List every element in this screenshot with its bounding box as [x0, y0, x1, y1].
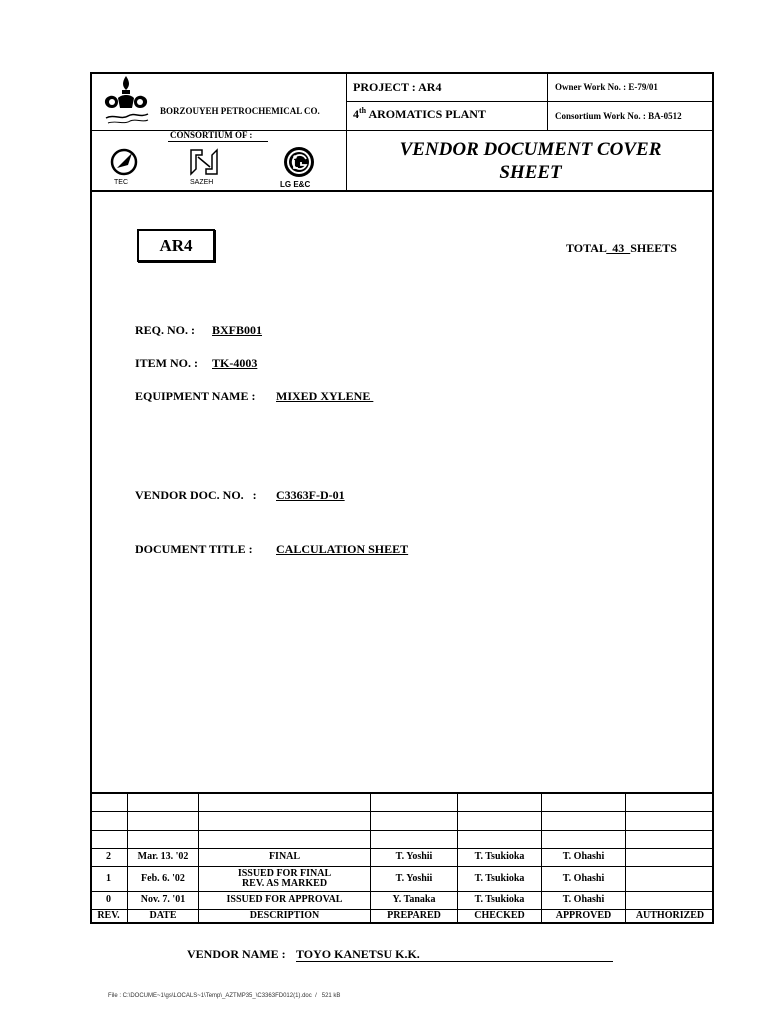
title-line-1: VENDOR DOCUMENT COVER: [399, 139, 662, 160]
item-no-label: ITEM NO. :: [135, 356, 198, 370]
file-path: File : C:\DOCUME~1\gs\LOCALS~1\Temp\_AZTMP35_\C3363FD012(1).doc / 521 kB: [108, 993, 341, 999]
plant-name: 4th AROMATICS PLANT: [353, 106, 486, 121]
header-bottom-divider: [90, 190, 714, 192]
vendor-name-value: TOYO KANETSU K.K.: [296, 947, 613, 962]
req-no-label: REQ. NO. :: [135, 323, 195, 337]
document-code-box: AR4: [137, 229, 215, 262]
equipment-name-label: EQUIPMENT NAME :: [135, 389, 256, 403]
company-name: BORZOUYEH PETROCHEMICAL CO.: [160, 106, 320, 116]
equipment-name-value: MIXED XYLENE: [276, 389, 374, 403]
header-row-divider: [346, 101, 714, 102]
lg-logo-icon: [282, 145, 316, 179]
vendor-doc-no-label: VENDOR DOC. NO. :: [135, 488, 257, 502]
owner-work-number: Owner Work No. : E-79/01: [555, 82, 658, 92]
page-title: [347, 138, 714, 184]
sazeh-logo-icon: [188, 147, 220, 177]
tec-logo-label: TEC: [114, 179, 128, 186]
project-label: PROJECT : AR4: [353, 80, 442, 94]
lg-logo-label: LG E&C: [280, 180, 311, 189]
vendor-name-label: VENDOR NAME :: [187, 947, 286, 961]
consortium-label: CONSORTIUM OF :: [170, 130, 253, 140]
total-sheets: TOTAL 43 SHEETS: [566, 241, 677, 255]
tec-logo-icon: [108, 147, 140, 177]
consortium-underline: [168, 141, 268, 142]
req-no-value: BXFB001: [212, 323, 263, 337]
vendor-doc-no-value: C3363F-D-01: [276, 488, 345, 502]
total-sheets-value: 43: [606, 241, 631, 255]
document-title-value: CALCULATION SHEET: [276, 542, 409, 556]
item-no-value: TK-4003: [212, 356, 258, 370]
document-title-label: DOCUMENT TITLE :: [135, 542, 253, 556]
title-line-2: SHEET: [499, 162, 562, 183]
company-logo-icon: [98, 74, 154, 128]
sazeh-logo-label: SAZEH: [190, 179, 214, 186]
consortium-work-number: Consortium Work No. : BA-0512: [555, 111, 682, 121]
